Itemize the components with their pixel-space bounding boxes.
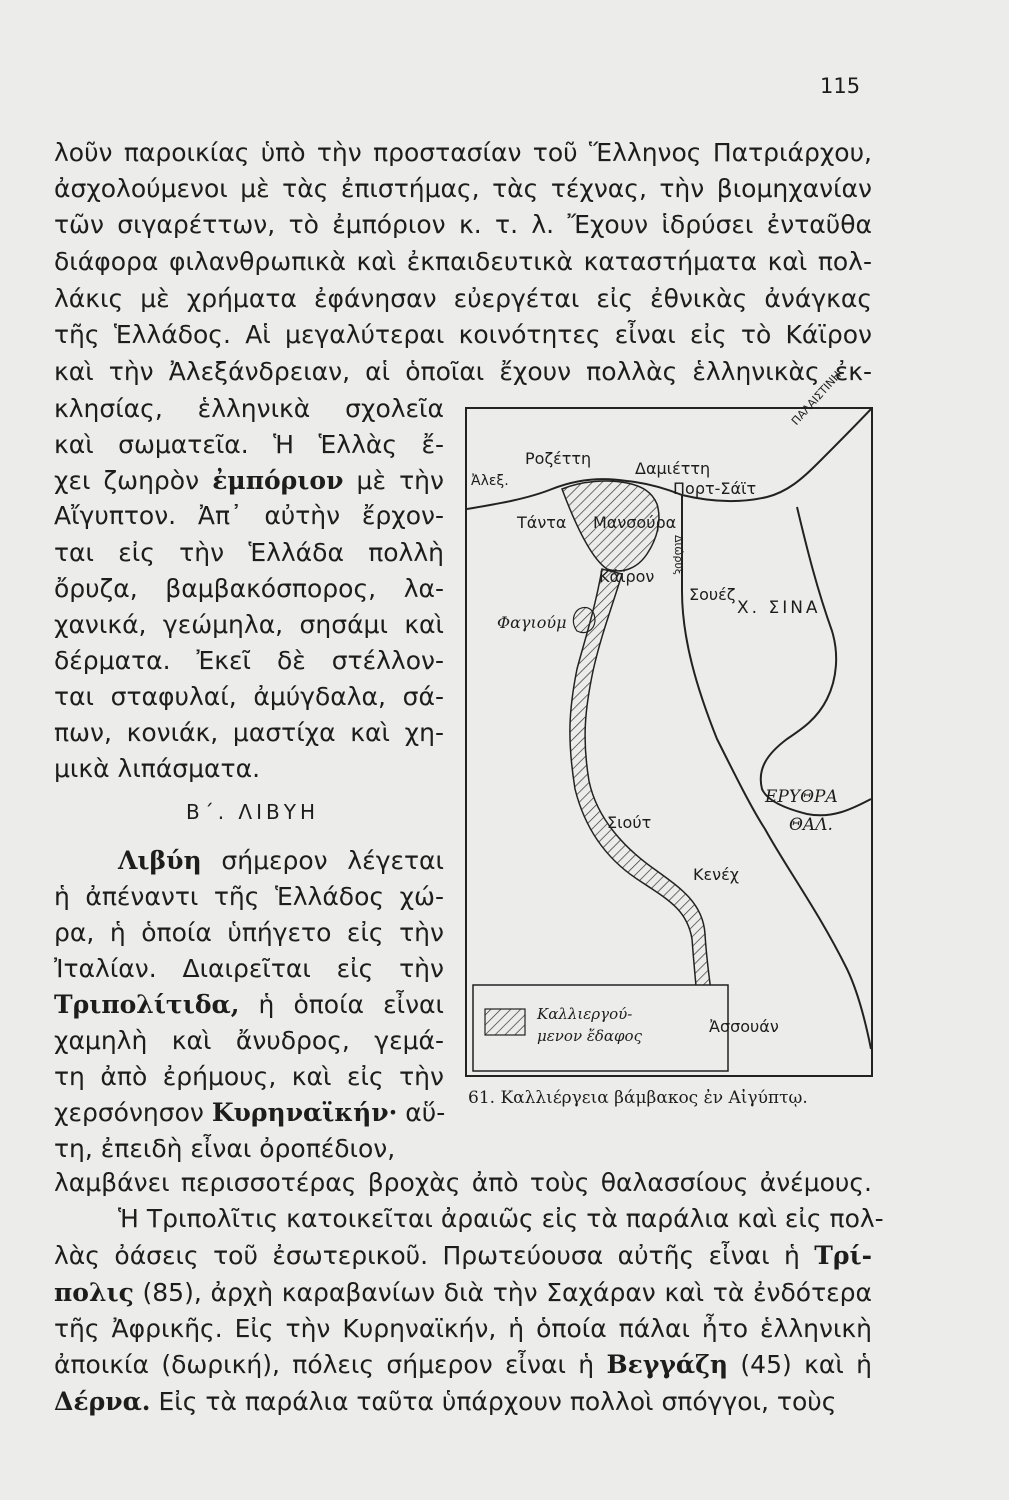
text-line: λαμβάνει περισσοτέρας βροχὰς ἀπὸ τοὺς θαλασσίους ἀνέμους.	[54, 1168, 872, 1197]
map-label: Κενέχ	[693, 865, 739, 884]
text-line: Ἰταλίαν. Διαιρεῖται εἰς τὴν	[54, 954, 444, 983]
bold-term: ἐμπόριον	[212, 466, 344, 495]
text-line: μικὰ λιπάσματα.	[54, 754, 261, 783]
legend-swatch	[485, 1009, 525, 1035]
bold-term: Βεγγάζη	[606, 1350, 729, 1379]
text-line: τη ἀπὸ ἐρήμους, καὶ εἰς τὴν	[54, 1062, 444, 1091]
map-drawing	[467, 409, 871, 1075]
page-number: 115	[820, 74, 861, 98]
legend-label: Καλλιεργού-	[537, 1005, 633, 1023]
text-line: κλησίας, ἑλληνικὰ σχολεῖα	[54, 394, 444, 423]
map-label: Ἀλεξ.	[471, 473, 509, 489]
section-heading: Β΄. ΛΙΒΥΗ	[186, 800, 319, 824]
map-label: Σιούτ	[607, 813, 652, 832]
egypt-map	[465, 368, 873, 1077]
map-label: Χ. ΣΙΝΑ	[737, 598, 821, 618]
text-line: χει ζωηρὸν ἐμπόριον μὲ τὴν	[54, 466, 444, 495]
map-label: Σουέζ	[689, 585, 736, 604]
text-line: ται σταφυλαί, ἀμύγδαλα, σά-	[54, 682, 444, 711]
bold-term: Τρί-	[814, 1241, 872, 1270]
text-line: Τριπολίτιδα, ἡ ὁποία εἶναι	[54, 990, 444, 1019]
map-label: Κάϊρον	[599, 567, 655, 586]
text-line: καὶ τὴν Ἀλεξάνδρειαν, αἱ ὁποῖαι ἔχουν πολλὰς ἑλληνικὰς ἐκ-	[54, 357, 872, 386]
text-line: Ἡ Τριπολῖτις κατοικεῖται ἀραιῶς εἰς τὰ παράλια καὶ εἰς πολ-	[118, 1204, 884, 1233]
text-line: λοῦν παροικίας ὑπὸ τὴν προστασίαν τοῦ Ἕλληνος Πατριάρχου,	[54, 138, 872, 167]
text-line: χερσόνησον Κυρηναϊκήν· αὕ-	[54, 1098, 446, 1127]
text-line: τῶν σιγαρέττων, τὸ ἐμπόριον κ. τ. λ. Ἔχουν ἱδρύσει ἐνταῦθα	[54, 210, 872, 239]
map-label: Δαμιέττη	[635, 459, 711, 478]
map-label: Μανσούρα	[593, 513, 677, 532]
text-line: τῆς Ἀφρικῆς. Εἰς τὴν Κυρηναϊκήν, ἡ ὁποία πάλαι ἦτο ἑλληνικὴ	[54, 1314, 872, 1343]
map-label: ΠΑΛΑΙΣΤΙΝΗ	[789, 368, 844, 428]
text-line: χανικά, γεώμηλα, σησάμι καὶ	[54, 610, 444, 639]
bold-term: πολις	[54, 1278, 134, 1307]
bold-term: Δέρνα.	[54, 1387, 151, 1416]
legend-label: μενον ἔδαφος	[537, 1027, 642, 1045]
text-line: Δέρνα. Εἰς τὰ παράλια ταῦτα ὑπάρχουν πολλοὶ σπόγγοι, τοὺς	[54, 1387, 837, 1416]
map-label: Πορτ-Σάϊτ	[673, 479, 757, 498]
text-line: καὶ σωματεῖα. Ἡ Ἑλλὰς ἔ-	[54, 430, 444, 459]
map-label: Τάντα	[517, 513, 567, 532]
text-line: ἡ ἀπέναντι τῆς Ἑλλάδος χώ-	[54, 882, 444, 911]
text-line: ται εἰς τὴν Ἑλλάδα πολλὴ	[54, 538, 444, 567]
bold-term: Κυρηναϊκήν·	[211, 1098, 398, 1127]
text-line: διάφορα φιλανθρωπικὰ καὶ ἐκπαιδευτικὰ καταστήματα καὶ πολ-	[54, 247, 872, 276]
text-line: ἀποικία (δωρική), πόλεις σήμερον εἶναι ἡ Βεγγάζη (45) καὶ ἡ	[54, 1350, 872, 1379]
text-line: λὰς ὀάσεις τοῦ ἐσωτερικοῦ. Πρωτεύουσα αὐτῆς εἶναι ἡ Τρί-	[54, 1241, 872, 1270]
map-label: Φαγιούμ	[497, 613, 567, 632]
text-line: χαμηλὴ καὶ ἄνυδρος, γεμά-	[54, 1026, 444, 1055]
figure-caption: 61. Καλλιέργεια βάμβακος ἐν Αἰγύπτῳ.	[468, 1088, 808, 1108]
text-line: Αἴγυπτον. Ἀπ᾽ αὐτὴν ἔρχον-	[54, 501, 444, 530]
bold-term: Τριπολίτιδα,	[54, 990, 240, 1019]
text-line: πων, κονιάκ, μαστίχα καὶ χη-	[54, 718, 444, 747]
map-label: Ἀσσουάν	[709, 1017, 779, 1036]
text-line: ὄρυζα, βαμβακόσπορος, λα-	[54, 574, 444, 603]
sinai-coast	[761, 507, 871, 815]
text-line: δέρματα. Ἐκεῖ δὲ στέλλον-	[54, 646, 444, 675]
map-label: ΕΡΥΘΡΑ	[765, 787, 838, 807]
text-line: λάκις μὲ χρήματα ἐφάνησαν εὐεργέται εἰς ἐθνικὰς ἀνάγκας	[54, 284, 872, 313]
map-label: Ροζέττη	[525, 449, 592, 468]
map-label: ΘΑΛ.	[789, 815, 833, 835]
text-line: πολις (85), ἀρχὴ καραβανίων διὰ τὴν Σαχάραν καὶ τὰ ἐνδότερα	[54, 1278, 872, 1307]
text-line: ἀσχολούμενοι μὲ τὰς ἐπιστήμας, τὰς τέχνας, τὴν βιομηχανίαν	[54, 174, 872, 203]
text-line: τη, ἐπειδὴ εἶναι ὀροπέδιον,	[54, 1134, 396, 1163]
map-label: Διώρυξ	[672, 535, 685, 575]
text-line: Λιβύη σήμερον λέγεται	[118, 846, 444, 875]
text-line: ρα, ἡ ὁποία ὑπήγετο εἰς τὴν	[54, 918, 444, 947]
bold-term: Λιβύη	[118, 846, 202, 875]
text-line: τῆς Ἑλλάδος. Αἱ μεγαλύτεραι κοινότητες εἶναι εἰς τὸ Κάϊρον	[54, 320, 872, 349]
fayum-oasis	[573, 608, 595, 633]
